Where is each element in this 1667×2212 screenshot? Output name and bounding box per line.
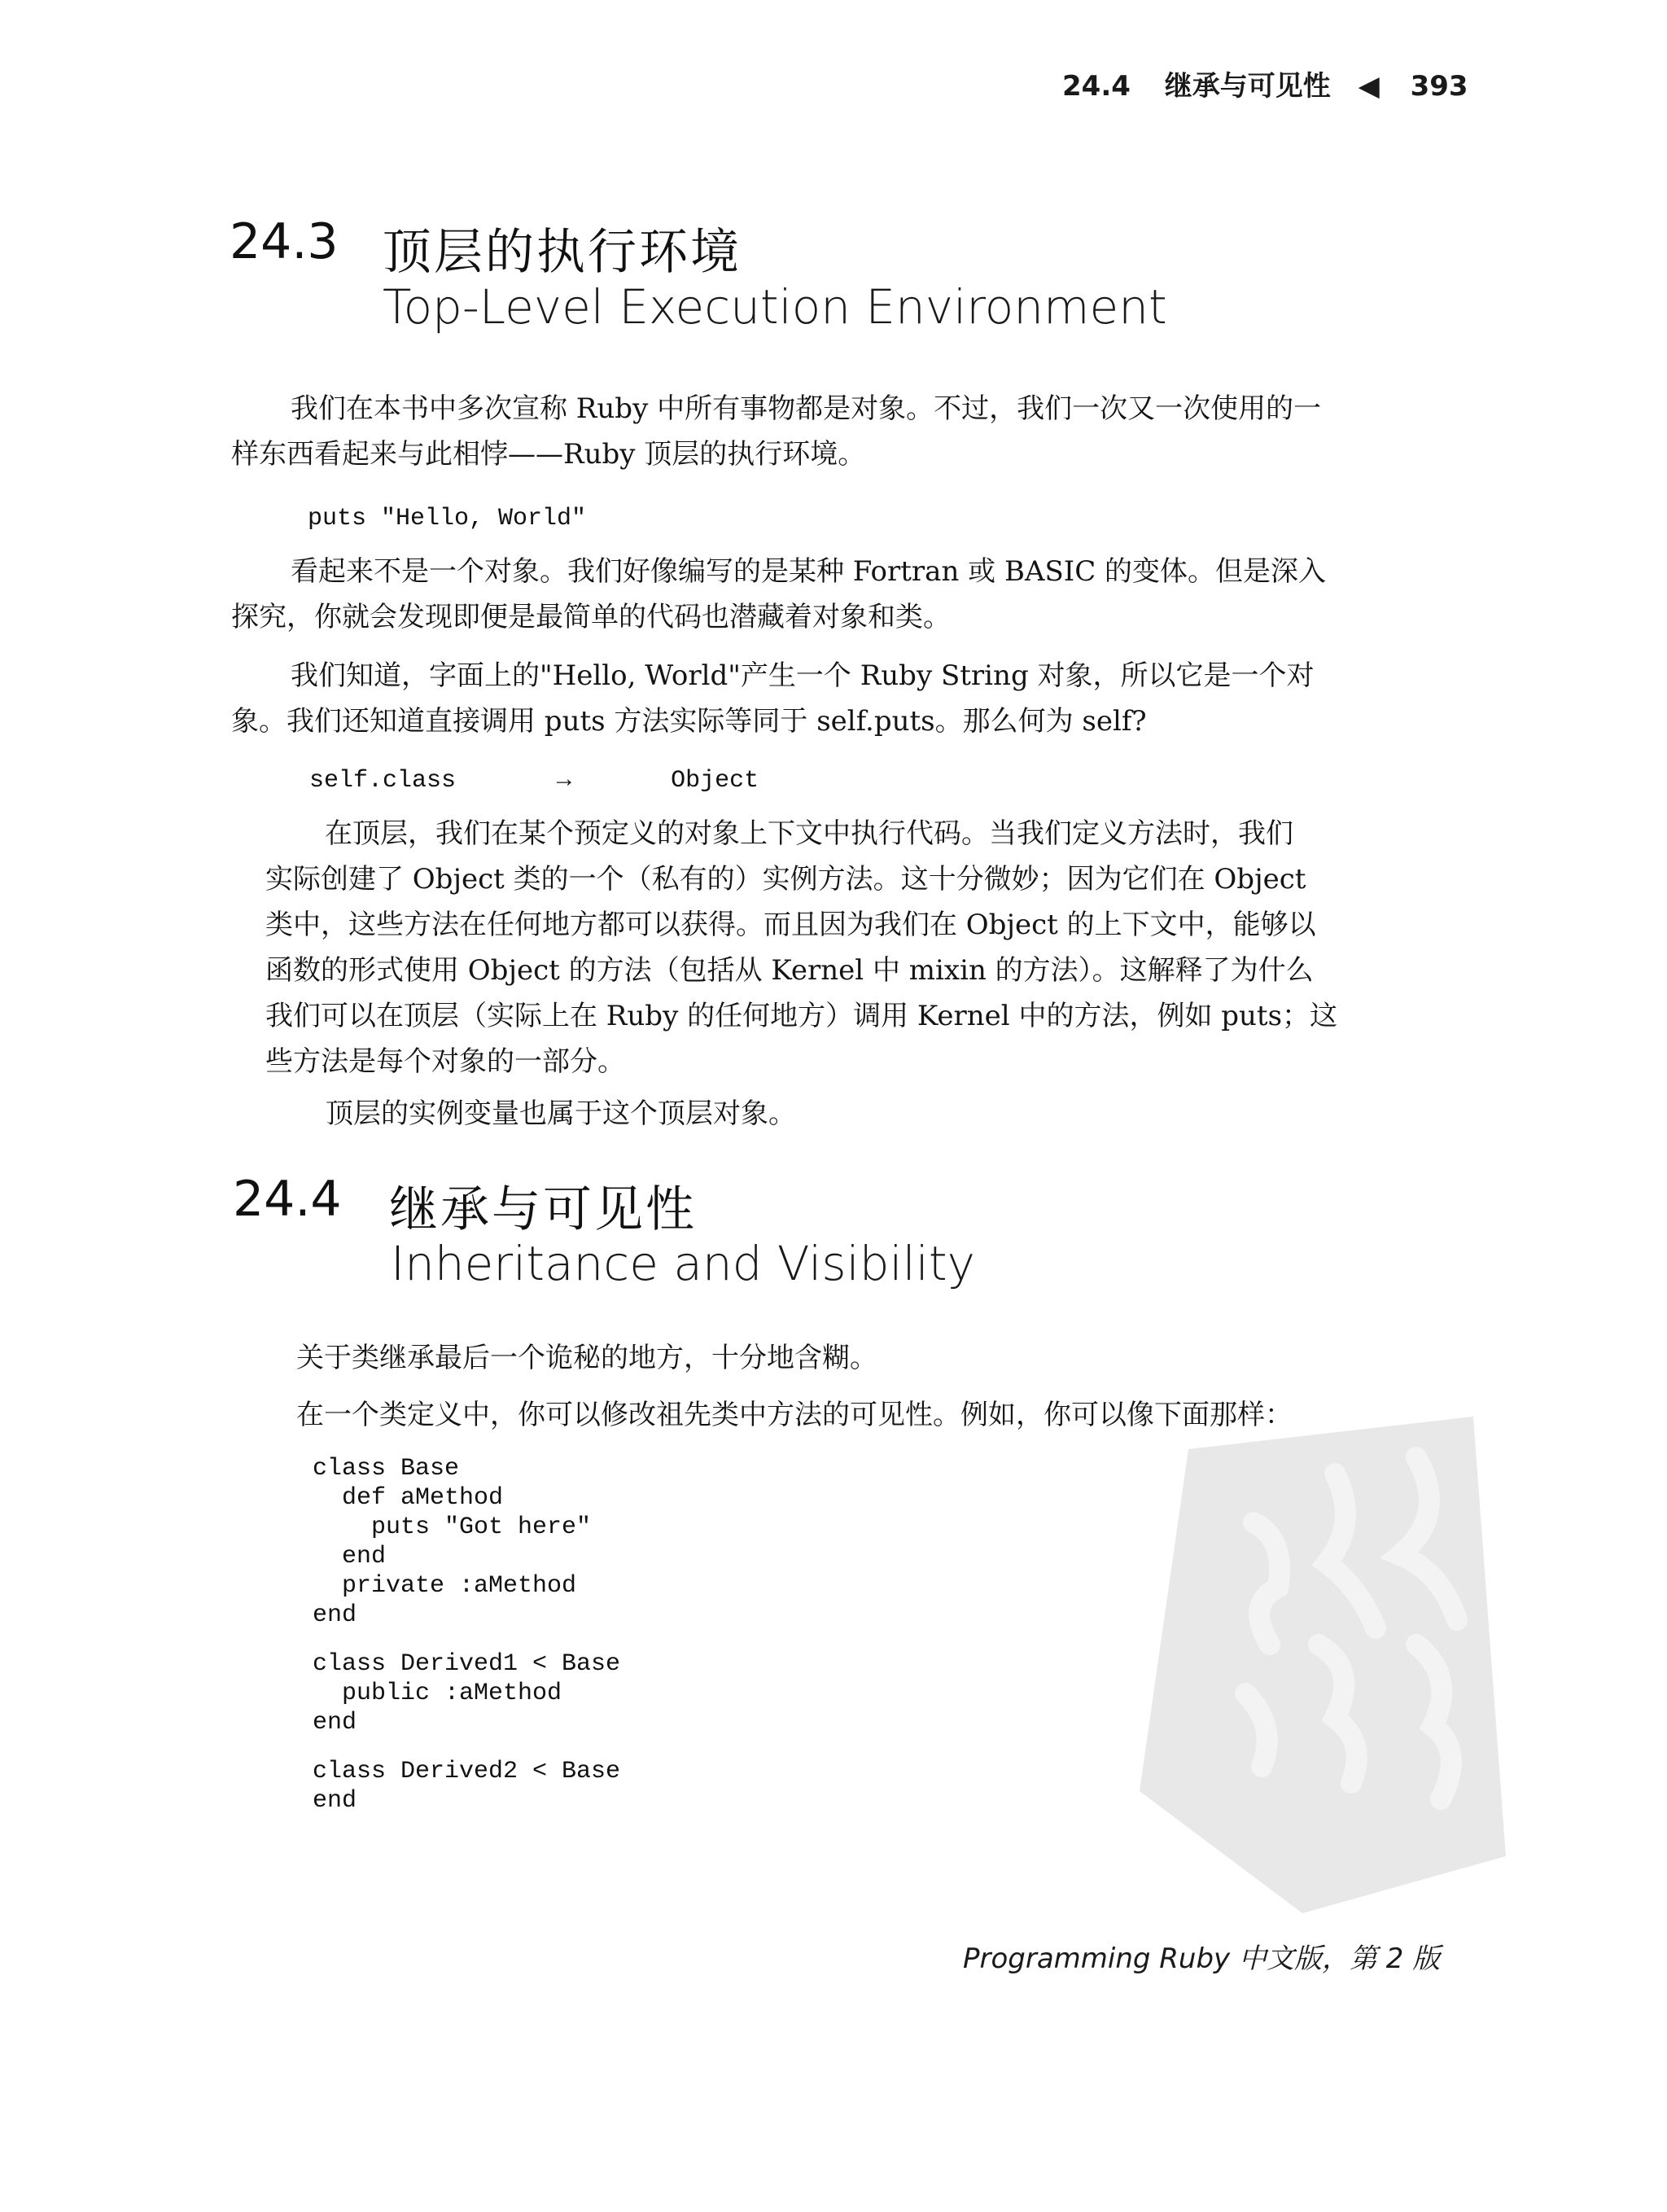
section-24-3-title-en: Top-Level Execution Environment [383,279,1167,335]
para-line: 探究，你就会发现即便是最简单的代码也潜藏着对象和类。 [231,601,951,633]
book-footer-title: Programming Ruby 中文版，第 2 版 [963,1943,1441,1975]
para-line: 函数的形式使用 Object 的方法（包括从 Kernel 中 mixin 的方法）。这解释了为什么 [265,954,1314,987]
section-24-4-title-en: Inheritance and Visibility [391,1236,975,1291]
running-header [1062,64,1468,103]
library-seal-watermark [1091,1400,1514,1921]
section-24-3-para-3 [231,653,1315,744]
code-block-derived1 [313,1649,620,1737]
section-24-4-title-zh: 继承与可见性 [389,1181,697,1238]
code-block-text: class Derived2 < Base end [313,1758,621,1815]
code-block-text: class Derived1 < Base public :aMethod end [313,1650,621,1737]
section-24-3-number: 24.3 [230,213,339,270]
code-self-class-result: Object [671,767,759,795]
section-24-3-para-1 [231,386,1321,477]
arrow-icon: → [557,767,572,795]
para-line: 我们可以在顶层（实际上在 Ruby 的任何地方）调用 Kernel 中的方法，例如 puts；这 [265,1000,1338,1032]
para-line: 我们在本书中多次宣称 Ruby 中所有事物都是对象。不过，我们一次又一次使用的一 [291,392,1322,425]
page-number: 393 [1410,70,1468,103]
code-snippet-puts: puts "Hello, World" [308,505,587,532]
code-self-class-expr: self.class [309,767,457,795]
section-24-3-para-2 [231,549,1326,640]
section-24-4-para-1: 关于类继承最后一个诡秘的地方，十分地含糊。 [296,1342,877,1374]
para-line: 在顶层，我们在某个预定义的对象上下文中执行代码。当我们定义方法时，我们 [325,817,1293,850]
para-line: 类中，这些方法在任何地方都可以获得。而且因为我们在 Object 的上下文中，能够以 [265,909,1316,941]
section-24-3-title-zh: 顶层的执行环境 [383,224,742,281]
code-block-base [313,1454,591,1630]
section-24-3-para-5: 顶层的实例变量也属于这个顶层对象。 [326,1097,796,1130]
section-24-4-para-2: 在一个类定义中，你可以修改祖先类中方法的可见性。例如，你可以像下面那样： [296,1399,1293,1431]
para-line: 实际创建了 Object 类的一个（私有的）实例方法。这十分微妙；因为它们在 Object [265,863,1306,896]
code-block-derived2 [313,1757,620,1816]
section-24-4-number: 24.4 [233,1171,342,1228]
header-arrow-icon: ◀ [1358,70,1380,103]
code-block-text: class Base def aMethod puts "Got here" end private :aMethod end [313,1455,592,1629]
para-line: 些方法是每个对象的一部分。 [265,1045,625,1078]
para-line: 样东西看起来与此相悖——Ruby 顶层的执行环境。 [231,438,866,471]
section-24-3-para-4 [265,811,1337,1084]
header-section-ref: 24.4 [1062,70,1131,103]
code-self-class [309,767,759,795]
para-line: 我们知道，字面上的"Hello, World"产生一个 Ruby String 对象，所以它是一个对 [291,659,1315,692]
header-section-title: 继承与可见性 [1164,70,1331,103]
para-line: 象。我们还知道直接调用 puts 方法实际等同于 self.puts。那么何为 self? [231,705,1147,738]
para-line: 看起来不是一个对象。我们好像编写的是某种 Fortran 或 BASIC 的变体。但是深入 [291,555,1327,588]
